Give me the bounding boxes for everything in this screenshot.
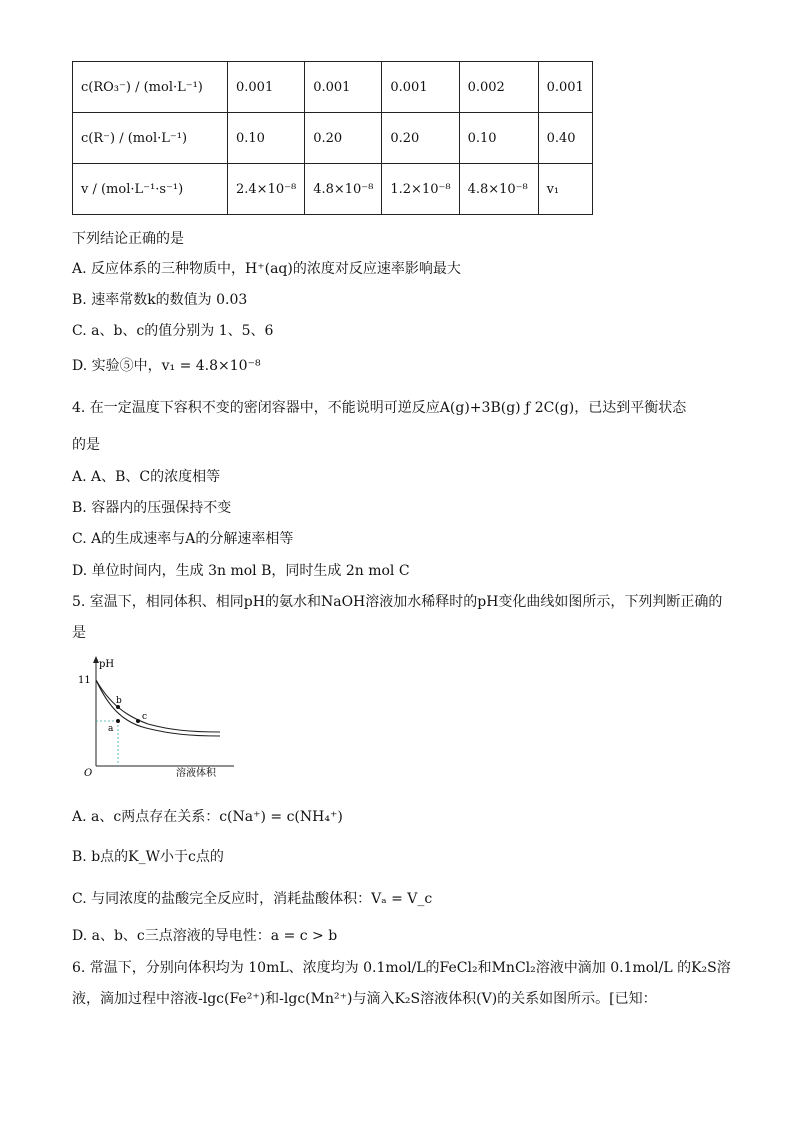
table-cell: 4.8×10⁻⁸ bbox=[459, 164, 538, 215]
q3-stem: 下列结论正确的是 bbox=[72, 231, 184, 247]
origin-label: O bbox=[84, 768, 93, 779]
q3-option-a: A. 反应体系的三种物质中，H⁺(aq)的浓度对反应速率影响最大 bbox=[72, 261, 461, 277]
y-tick-11: 11 bbox=[78, 675, 91, 686]
q4-stem-line1: 4. 在一定温度下容积不变的密闭容器中，不能说明可逆反应A(g)+3B(g) ƒ 2C(g)，已达到平衡状态 bbox=[72, 400, 687, 416]
label-c: c bbox=[142, 712, 148, 722]
table-row bbox=[73, 62, 593, 113]
table-cell: 0.10 bbox=[459, 113, 538, 164]
q5-option-d: D. a、b、c三点溶液的导电性：a = c > b bbox=[72, 928, 338, 944]
q3-option-b: B. 速率常数k的数值为 0.03 bbox=[72, 292, 248, 308]
q3-option-c: C. a、b、c的值分别为 1、5、6 bbox=[72, 323, 274, 339]
rate-data-table bbox=[72, 61, 593, 215]
q4-option-d: D. 单位时间内，生成 3n mol B，同时生成 2n mol C bbox=[72, 563, 410, 579]
table-cell: 0.002 bbox=[459, 62, 538, 113]
table-cell: 0.001 bbox=[228, 62, 305, 113]
label-a: a bbox=[108, 724, 114, 734]
table-cell: 0.40 bbox=[538, 113, 592, 164]
q5-option-a: A. a、c两点存在关系：c(Na⁺) = c(NH₄⁺) bbox=[72, 809, 343, 825]
label-b: b bbox=[116, 696, 122, 706]
q3-option-d: D. 实验⑤中，v₁ = 4.8×10⁻⁸ bbox=[72, 358, 261, 374]
row-label: c(R⁻) / (mol·L⁻¹) bbox=[73, 113, 228, 164]
q5-stem-line2: 是 bbox=[72, 625, 86, 641]
table-cell: 1.2×10⁻⁸ bbox=[382, 164, 459, 215]
table-cell: v₁ bbox=[538, 164, 592, 215]
q6-stem-line1: 6. 常温下，分别向体积均为 10mL、浓度均为 0.1mol/L的FeCl₂和MnCl₂溶液中滴加 0.1mol/L 的K₂S溶 bbox=[72, 960, 731, 976]
table-row bbox=[73, 113, 593, 164]
x-axis-label: 溶液体积 bbox=[176, 768, 216, 779]
row-label: v / (mol·L⁻¹·s⁻¹) bbox=[73, 164, 228, 215]
point-a bbox=[116, 719, 120, 723]
table-cell: 0.10 bbox=[228, 113, 305, 164]
table-row bbox=[73, 164, 593, 215]
table-cell: 0.001 bbox=[305, 62, 382, 113]
ph-dilution-graph bbox=[70, 652, 240, 780]
y-axis-label: pH bbox=[99, 659, 115, 670]
table-cell: 0.001 bbox=[382, 62, 459, 113]
ammonia-curve bbox=[96, 680, 220, 732]
q4-option-b: B. 容器内的压强保持不变 bbox=[72, 500, 232, 516]
q5-option-b: B. b点的K_W小于c点的 bbox=[72, 849, 224, 865]
point-c bbox=[136, 719, 140, 723]
table-cell: 4.8×10⁻⁸ bbox=[305, 164, 382, 215]
naoh-curve bbox=[96, 680, 220, 736]
table-cell: 0.001 bbox=[538, 62, 592, 113]
q4-option-c: C. A的生成速率与A的分解速率相等 bbox=[72, 531, 294, 547]
q4-option-a: A. A、B、C的浓度相等 bbox=[72, 469, 221, 485]
row-label: c(RO₃⁻) / (mol·L⁻¹) bbox=[73, 62, 228, 113]
q5-option-c: C. 与同浓度的盐酸完全反应时，消耗盐酸体积：Vₐ = V_c bbox=[72, 891, 433, 907]
table-cell: 2.4×10⁻⁸ bbox=[228, 164, 305, 215]
q5-stem-line1: 5. 室温下，相同体积、相同pH的氨水和NaOH溶液加水稀释时的pH变化曲线如图所示，下列判断正确的 bbox=[72, 594, 723, 610]
table-cell: 0.20 bbox=[305, 113, 382, 164]
q6-stem-line2: 液，滴加过程中溶液-lgc(Fe²⁺)和-lgc(Mn²⁺)与滴入K₂S溶液体积(V)的关系如图所示。[已知： bbox=[72, 991, 657, 1007]
q4-stem-line2: 的是 bbox=[72, 437, 100, 453]
table-cell: 0.20 bbox=[382, 113, 459, 164]
